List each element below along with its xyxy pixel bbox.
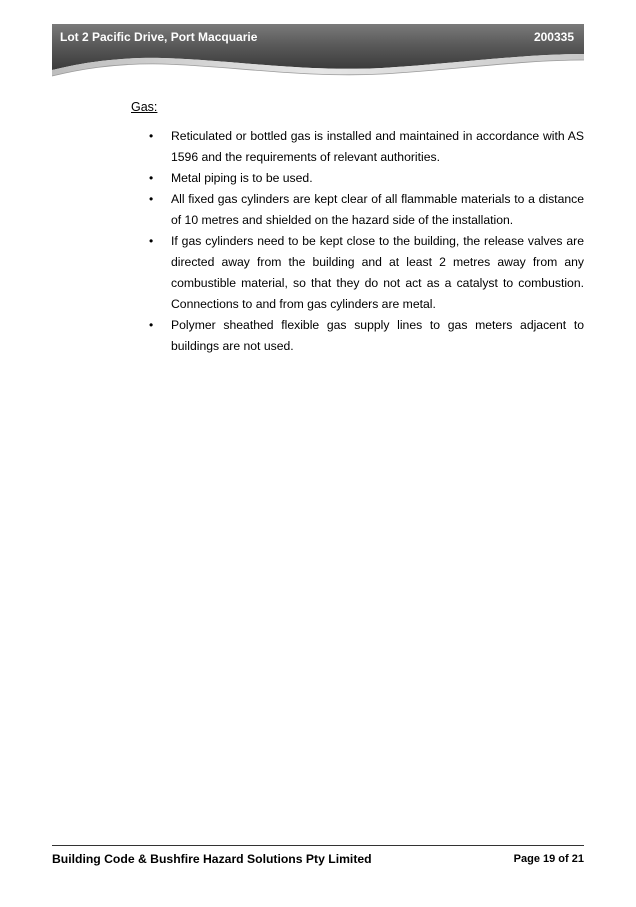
list-item (148, 126, 584, 168)
footer-company-name: Building Code & Bushfire Hazard Solutions Pty Limited (52, 852, 372, 866)
bullet-icon: • (149, 171, 154, 185)
list-item-text: Polymer sheathed flexible gas supply lines to gas meters adjacent to buildings are not used. (171, 318, 584, 353)
list-item (148, 231, 584, 315)
page-header (52, 24, 584, 80)
list-item (148, 189, 584, 231)
section-heading: Gas: (131, 100, 158, 114)
list-item-text: Reticulated or bottled gas is installed and maintained in accordance with AS 1596 and the requirements of relevant authorities. (171, 129, 584, 164)
list-item-text: All fixed gas cylinders are kept clear of all flammable materials to a distance of 10 metres and shielded on the hazard side of the installation. (171, 192, 584, 227)
header-reference-number: 200335 (533, 30, 574, 44)
bullet-icon: • (149, 318, 154, 332)
list-item-text: If gas cylinders need to be kept close to the building, the release valves are directed away from the building and at least 2 metres away from any combustible material, so that they do not act as a catalyst to combustion. Connections to and from gas cylinders are metal. (171, 234, 584, 311)
bullet-icon: • (149, 129, 154, 143)
header-project-title: Lot 2 Pacific Drive, Port Macquarie (60, 30, 258, 44)
list-item (148, 315, 584, 357)
list-item-text: Metal piping is to be used. (171, 171, 313, 185)
bullet-icon: • (149, 234, 154, 248)
bullet-icon: • (149, 192, 154, 206)
list-item (148, 168, 584, 189)
bullet-list (148, 126, 584, 357)
footer-divider (52, 845, 584, 846)
footer-page-number: Page 19 of 21 (513, 853, 584, 865)
